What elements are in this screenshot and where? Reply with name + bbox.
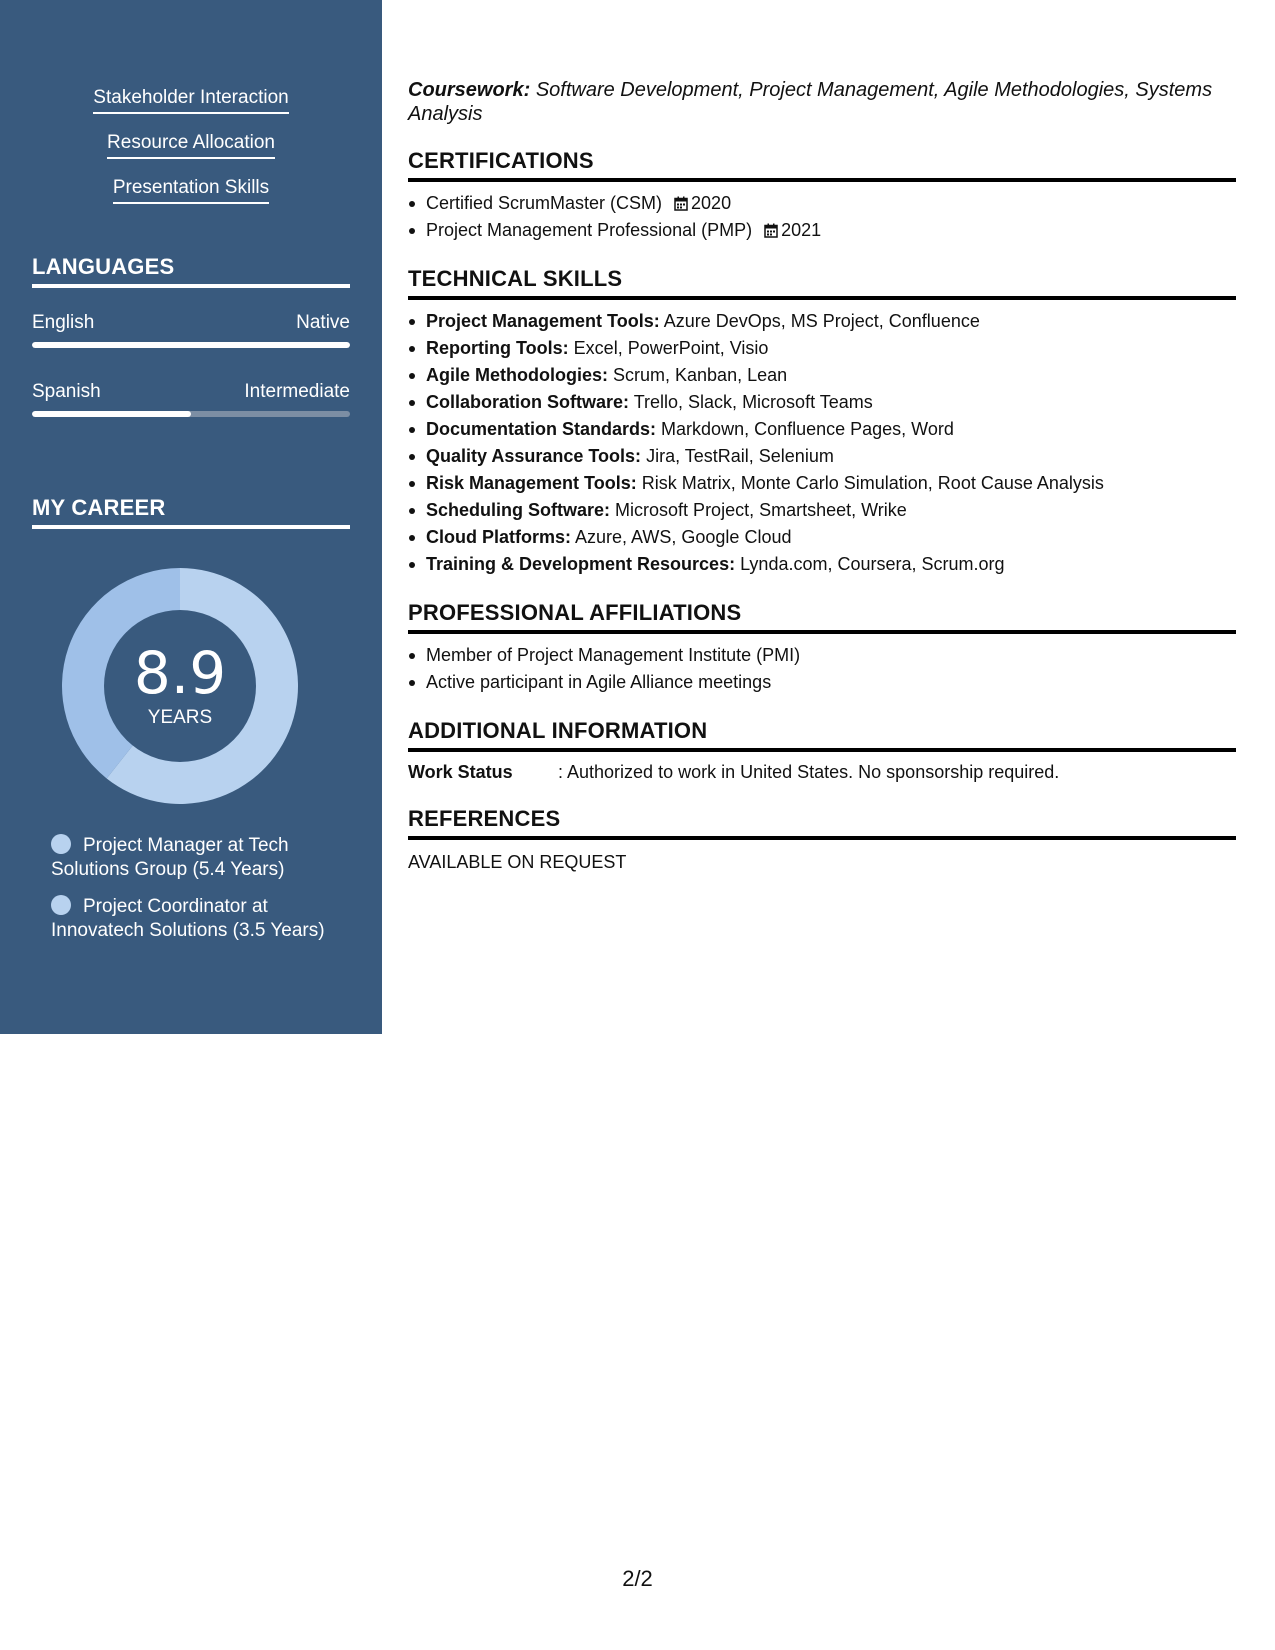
skill-tag: Presentation Skills [113, 176, 269, 204]
career-total-unit: YEARS [147, 707, 213, 728]
skill-label: Training & Development Resources: [426, 554, 736, 574]
work-status-label: Work Status [408, 762, 513, 782]
skill-label: Documentation Standards: [426, 419, 657, 439]
skill-value: Excel, PowerPoint, Visio [573, 338, 769, 358]
calendar-icon [674, 196, 688, 211]
affiliations-title: PROFESSIONAL AFFILIATIONS [408, 600, 1236, 634]
skill-label: Agile Methodologies: [426, 365, 608, 385]
skill-label: Quality Assurance Tools: [426, 446, 642, 466]
certification-year: 2021 [781, 220, 822, 240]
language-bar-fill [32, 411, 191, 417]
language-row [32, 312, 350, 334]
certification-item [408, 217, 1236, 244]
certifications-list [408, 190, 1236, 244]
languages-heading: LANGUAGES [32, 254, 350, 288]
skill-value: Scrum, Kanban, Lean [613, 365, 788, 385]
legend-dot-icon [51, 895, 71, 915]
skill-value: Trello, Slack, Microsoft Teams [633, 392, 873, 412]
calendar-icon [764, 223, 778, 238]
skill-item [408, 524, 1236, 551]
skill-item [408, 497, 1236, 524]
skill-tag: Resource Allocation [107, 131, 275, 159]
certification-item [408, 190, 1236, 217]
skill-label: Cloud Platforms: [426, 527, 572, 547]
skill-label: Collaboration Software: [426, 392, 630, 412]
skill-item [408, 308, 1236, 335]
work-status-value: : Authorized to work in United States. No sponsorship required. [558, 762, 1060, 782]
sidebar [0, 0, 382, 1034]
skill-value: Risk Matrix, Monte Carlo Simulation, Root Cause Analysis [641, 473, 1104, 493]
language-bar [32, 342, 350, 348]
coursework-label: Coursework: [408, 79, 531, 101]
skill-item [408, 470, 1236, 497]
skill-label: Scheduling Software: [426, 500, 611, 520]
career-heading: MY CAREER [32, 495, 350, 529]
skill-label: Risk Management Tools: [426, 473, 637, 493]
page-number: 2/2 [622, 1566, 653, 1591]
certification-name: Project Management Professional (PMP) [426, 220, 753, 240]
certification-name: Certified ScrumMaster (CSM) [426, 193, 663, 213]
skill-item [408, 389, 1236, 416]
skill-label: Project Management Tools: [426, 311, 660, 331]
career-item-text: Project Manager at Tech Solutions Group (5.4 Years) [51, 835, 289, 880]
technical-skills-list [408, 308, 1236, 578]
certifications-title: CERTIFICATIONS [408, 148, 1236, 182]
skill-tag: Stakeholder Interaction [93, 86, 288, 114]
legend-dot-icon [51, 834, 71, 854]
skill-tags [0, 86, 382, 221]
coursework [408, 78, 1236, 126]
career-item [51, 895, 351, 943]
language-level: Native [296, 312, 350, 333]
skill-value: Lynda.com, Coursera, Scrum.org [740, 554, 1005, 574]
language-bar-fill [32, 342, 350, 348]
skill-label: Reporting Tools: [426, 338, 569, 358]
coursework-text: Software Development, Project Management, Agile Methodologies, Systems Analysis [408, 79, 1213, 125]
skill-value: Azure, AWS, Google Cloud [575, 527, 792, 547]
main-content [408, 78, 1236, 874]
skill-item [408, 443, 1236, 470]
references-text: AVAILABLE ON REQUEST [408, 852, 627, 872]
additional-info-title: ADDITIONAL INFORMATION [408, 718, 1236, 752]
affiliation-item: Active participant in Agile Alliance meetings [408, 669, 1236, 696]
skill-value: Azure DevOps, MS Project, Confluence [663, 311, 980, 331]
affiliations-list [408, 642, 1236, 696]
skill-item [408, 335, 1236, 362]
language-name: Spanish [32, 381, 101, 402]
career-list [51, 834, 351, 956]
skill-item [408, 551, 1236, 578]
language-row [32, 381, 350, 403]
skill-value: Microsoft Project, Smartsheet, Wrike [615, 500, 907, 520]
skill-item [408, 362, 1236, 389]
skill-item [408, 416, 1236, 443]
references-title: REFERENCES [408, 806, 1236, 840]
language-level: Intermediate [244, 381, 350, 402]
skill-value: Markdown, Confluence Pages, Word [661, 419, 954, 439]
language-name: English [32, 312, 95, 333]
career-total-value: 8.9 [133, 639, 227, 707]
affiliation-item: Member of Project Management Institute (PMI) [408, 642, 1236, 669]
language-bar [32, 411, 350, 417]
career-item-text: Project Coordinator at Innovatech Solutions (3.5 Years) [51, 896, 325, 941]
career-item [51, 834, 351, 882]
certification-year: 2020 [691, 193, 732, 213]
work-status-row [408, 760, 1236, 784]
technical-skills-title: TECHNICAL SKILLS [408, 266, 1236, 300]
skill-value: Jira, TestRail, Selenium [646, 446, 834, 466]
